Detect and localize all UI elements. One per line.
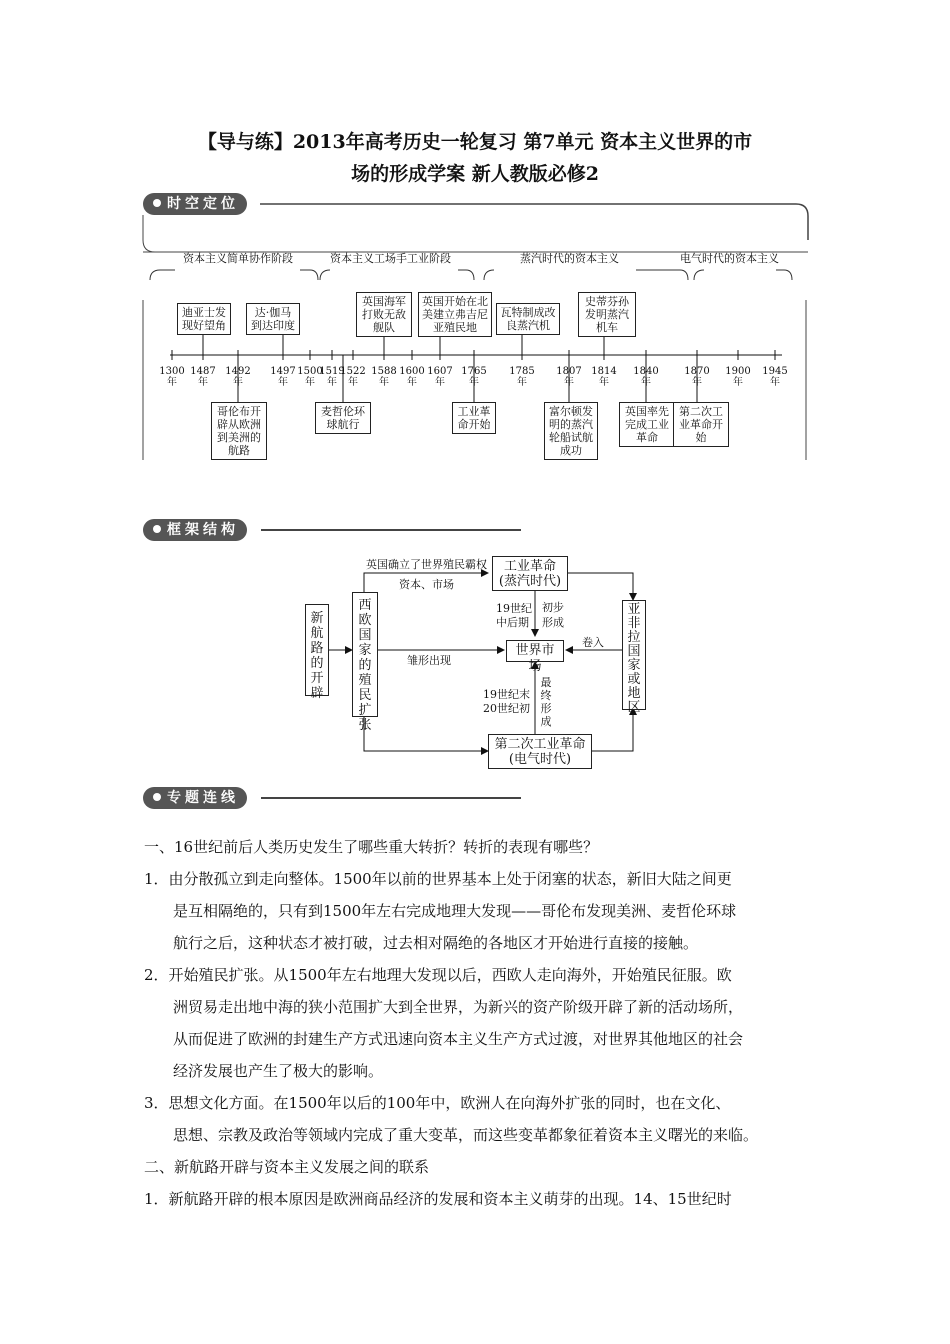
final-form-label: 最终形成 [540, 676, 552, 728]
second-ir-box [488, 734, 592, 769]
timeline-header-label: 时空定位 [167, 196, 239, 212]
year-label: 1500 年 [297, 366, 323, 388]
event-box: 达·伽马到达印度 [246, 303, 300, 335]
section-rule [261, 797, 521, 799]
event-box: 瓦特制成改良蒸汽机 [496, 303, 560, 335]
year-label: 1600 年 [399, 366, 425, 388]
paragraph-line: 从而促进了欧洲的封建生产方式迅速向资本主义生产方式过渡，对世界其他地区的社会 [173, 1030, 744, 1048]
section-rule [261, 529, 521, 531]
industrial-revolution-box [492, 556, 568, 591]
mid19-label-b: 中后期 [496, 616, 529, 629]
event-box: 工业革命开始 [452, 402, 496, 434]
year-label: 1785 年 [509, 366, 535, 388]
hegemony-label: 英国确立了世界殖民霸权 [366, 558, 487, 571]
paragraph-line: 2．开始殖民扩张。从1500年左右地理大发现以后，西欧人走向海外，开始殖民征服。欧 [144, 966, 732, 984]
year-label: 1900 年 [725, 366, 751, 388]
topic-section-header [143, 787, 521, 809]
year-label: 1840 年 [633, 366, 659, 388]
new-route-box: 新航路的开辟 [305, 604, 329, 696]
ir1-subtitle: (蒸汽时代) [498, 574, 562, 589]
ir1-title: 工业革命 [503, 559, 556, 574]
west-europe-box: 西欧国家的殖民扩张 [352, 592, 378, 717]
event-box: 迪亚士发现好望角 [177, 303, 231, 335]
year-label: 1607 年 [427, 366, 453, 388]
doc-title-line2: 场的形成学案 新人教版必修2 [351, 163, 599, 185]
year-label: 1519 年 [319, 366, 345, 388]
late19-label-a: 19世纪末 [483, 688, 530, 701]
involve-label: 卷入 [582, 636, 604, 649]
paragraph-line: 1．由分散孤立到走向整体。1500年以前的世界基本上处于闭塞的状态，新旧大陆之间更 [144, 870, 732, 888]
event-box: 史蒂芬孙发明蒸汽机车 [578, 292, 636, 337]
bullet-dot-icon [153, 793, 161, 801]
stage-brackets [150, 270, 792, 280]
stage-label: 电气时代的资本主义 [680, 252, 779, 265]
topic-header-pill [143, 787, 247, 809]
year-label: 1870 年 [684, 366, 710, 388]
event-box: 英国率先完成工业革命 [619, 402, 675, 447]
stage-label: 蒸汽时代的资本主义 [520, 252, 619, 265]
event-box: 富尔顿发明的蒸汽轮船试航成功 [544, 402, 598, 460]
year-label: 1497 年 [270, 366, 296, 388]
ir2-subtitle: (电气时代) [508, 752, 572, 767]
year-label: 1487 年 [190, 366, 216, 388]
year-label: 1300 年 [159, 366, 185, 388]
embryo-label: 雏形出现 [407, 654, 451, 667]
question-1: 一、16世纪前后人类历史发生了哪些重大转折？转折的表现有哪些？ [144, 838, 599, 856]
doc-title-line1: 【导与练】2013年高考历史一轮复习 第7单元 资本主义世界的市 [197, 131, 753, 153]
paragraph-line: 1．新航路开辟的根本原因是欧洲商品经济的发展和资本主义萌芽的出现。14、15世纪时 [144, 1190, 732, 1208]
initial-form-label: 初步形成 [542, 601, 564, 629]
bullet-dot-icon [153, 525, 161, 533]
paragraph-line: 思想、宗教及政治等领域内完成了重大变革，而这些变革都象征着资本主义曙光的来临。 [173, 1126, 759, 1144]
stage-label: 资本主义工场手工业阶段 [330, 252, 451, 265]
stage-label: 资本主义简单协作阶段 [183, 252, 293, 265]
topic-header-label: 专题连线 [167, 790, 239, 806]
framework-section-header [143, 519, 521, 541]
capital-market-label: 资本、市场 [399, 578, 454, 591]
year-label: 1588 年 [371, 366, 397, 388]
paragraph-line: 经济发展也产生了极大的影响。 [173, 1062, 384, 1080]
late19-label-b: 20世纪初 [483, 702, 530, 715]
timeline-diagram [0, 0, 950, 470]
event-box: 哥伦布开辟从欧洲到美洲的航路 [211, 402, 267, 460]
mid19-label-a: 19世纪 [496, 602, 532, 615]
year-label: 1807 年 [556, 366, 582, 388]
ir2-title: 第二次工业革命 [494, 737, 586, 752]
framework-header-pill [143, 519, 247, 541]
question-2: 二、新航路开辟与资本主义发展之间的联系 [144, 1158, 430, 1176]
year-label: 1814 年 [591, 366, 617, 388]
event-box: 英国开始在北美建立弗吉尼亚殖民地 [418, 292, 492, 337]
year-label: 1765 年 [461, 366, 487, 388]
year-label: 1522 年 [340, 366, 366, 388]
event-box: 第二次工业革命开始 [673, 402, 729, 447]
year-label: 1492 年 [225, 366, 251, 388]
paragraph-line: 洲贸易走出地中海的狭小范围扩大到全世界，为新兴的资产阶级开辟了新的活动场所， [173, 998, 744, 1016]
world-market-box: 世界市场 [506, 640, 564, 662]
framework-diagram [0, 540, 950, 780]
paragraph-line: 3．思想文化方面。在1500年以后的100年中，欧洲人在向海外扩张的同时，也在文化、 [144, 1094, 731, 1112]
event-box: 英国海军打败无敌舰队 [356, 292, 412, 337]
event-box: 麦哲伦环球航行 [315, 402, 371, 434]
asia-box: 亚非拉国家或地区 [622, 600, 646, 710]
paragraph-line: 航行之后，这种状态才被打破，过去相对隔绝的各地区才开始进行直接的接触。 [173, 934, 699, 952]
paragraph-line: 是互相隔绝的，只有到1500年左右完成地理大发现——哥伦布发现美洲、麦哲伦环球 [173, 902, 737, 920]
framework-header-label: 框架结构 [167, 522, 239, 538]
year-label: 1945 年 [762, 366, 788, 388]
